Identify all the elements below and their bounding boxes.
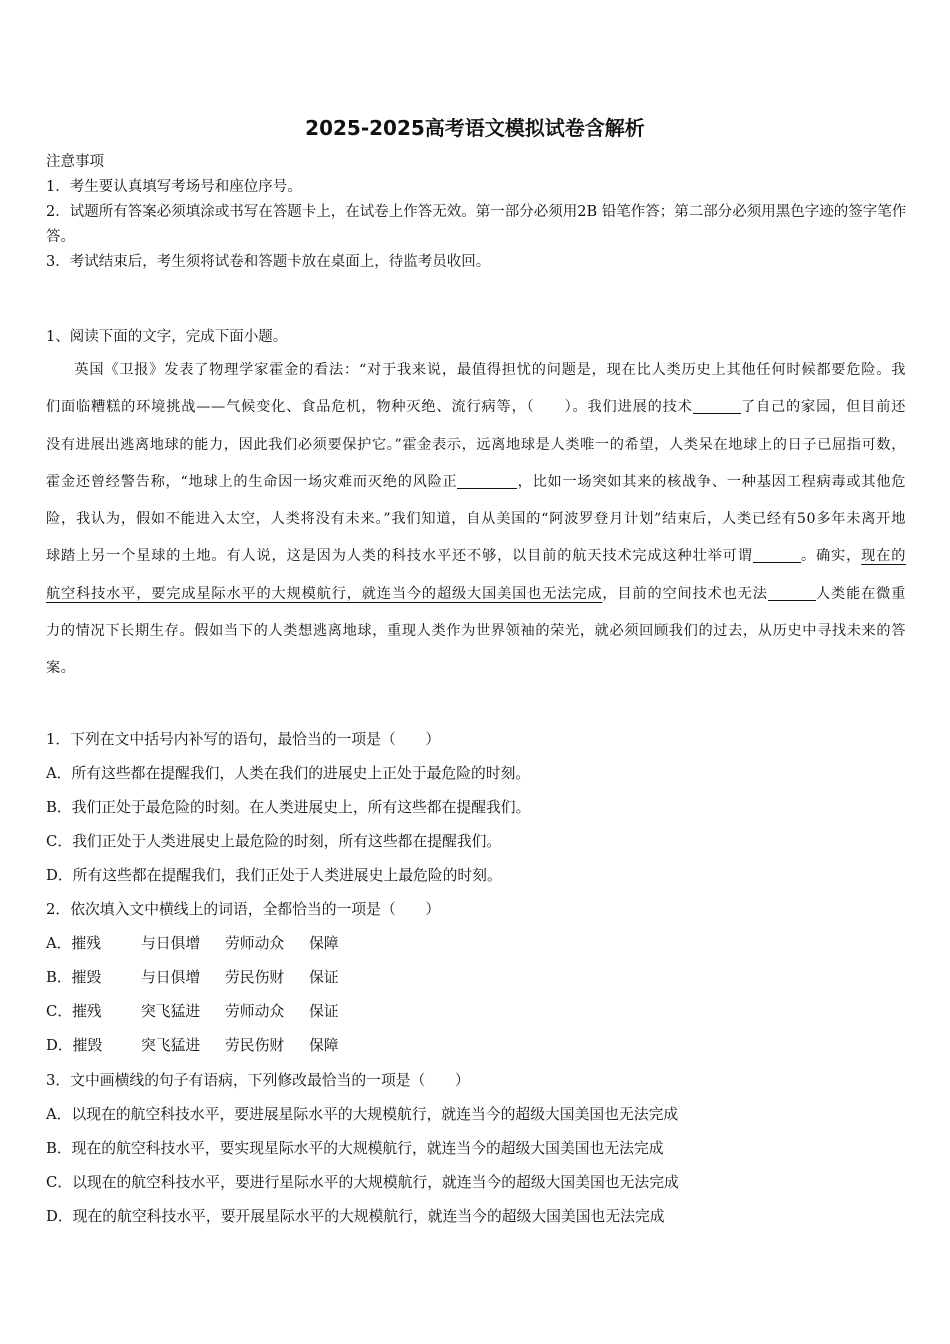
option-word: 保障: [309, 1037, 339, 1054]
question-3-option-b: B．现在的航空科技水平，要实现星际水平的大规模航行，就连当今的超级大国美国也无法完成: [46, 1140, 664, 1157]
question-3-option-d: D．现在的航空科技水平，要开展星际水平的大规模航行，就连当今的超级大国美国也无法完成: [46, 1208, 665, 1225]
option-word: 保证: [309, 1003, 339, 1020]
option-word: 劳师动众: [225, 935, 285, 952]
passage-part-5: ，目前的空间技术也无法: [602, 585, 768, 602]
notice-heading: 注意事项: [46, 154, 104, 170]
option-word: 突飞猛进: [141, 1003, 201, 1020]
option-word: C．摧残: [46, 1003, 102, 1020]
option-word: 与日俱增: [141, 935, 201, 952]
question-2-option-d: [46, 1036, 916, 1056]
passage-part-3: ，比如一场突如其来的核战争、一种基因工程病毒或其他危险，我认为，假如不能进入太空，人类将没有未来。”我们知道，自从美国的“阿波罗登月计划”结束后，人类已经有50多年未离开地球踏上另一个星球的土地。有人说，这是因为人类的科技水平还不够，以目前的航天技术完成这种壮举可谓: [46, 473, 906, 565]
question-2-option-a: [46, 934, 916, 954]
option-word: A．摧残: [46, 935, 102, 952]
question-2-option-b: [46, 968, 916, 988]
question-1-stem: 1．下列在文中括号内补写的语句，最恰当的一项是（ ）: [46, 731, 441, 748]
question-1-option-d: D．所有这些都在提醒我们，我们正处于人类进展史上最危险的时刻。: [46, 867, 502, 884]
blank-4: [768, 586, 816, 601]
blank-2: [457, 474, 517, 489]
option-word: 劳民伤财: [225, 969, 285, 986]
option-word: B．摧毁: [46, 969, 102, 986]
question-1-option-c: C．我们正处于人类进展史上最危险的时刻，所有这些都在提醒我们。: [46, 833, 502, 850]
option-word: D．摧毁: [46, 1037, 103, 1054]
question-2-option-c: [46, 1002, 916, 1022]
passage-part-6: 人类能在微重力的情况下长期生存。假如当下的人类想逃离地球，重现人类作为世界领袖的荣光，就必须回顾我们的过去，从历史中寻找未来的答案。: [46, 585, 906, 677]
passage-part-1: 英国《卫报》发表了物理学家霍金的看法：“对于我来说，最值得担忧的问题是，现在比人类历史上其他任何时候都要危险。我们面临糟糕的环境挑战——气候变化、食品危机，物种灭绝、流行病等，（ ）。我们进展的技术: [46, 362, 906, 416]
notice-item-3: 3．考试结束后，考生须将试卷和答题卡放在桌面上，待监考员收回。: [46, 254, 491, 270]
question-3-option-c: C．以现在的航空科技水平，要进行星际水平的大规模航行，就连当今的超级大国美国也无法完成: [46, 1174, 679, 1191]
blank-1: [693, 399, 741, 414]
question-3-stem: 3．文中画横线的句子有语病，下列修改最恰当的一项是（ ）: [46, 1072, 470, 1089]
option-word: 保证: [309, 969, 339, 986]
question-3-option-a: A．以现在的航空科技水平，要进展星际水平的大规模航行，就连当今的超级大国美国也无法完成: [46, 1106, 679, 1123]
reading-passage: [46, 352, 906, 688]
blank-3: [753, 548, 801, 563]
section-intro: 1、阅读下面的文字，完成下面小题。: [46, 329, 288, 345]
passage-part-4: 。确实，: [800, 548, 862, 565]
notice-item-2: 2．试题所有答案必须填涂或书写在答题卡上，在试卷上作答无效。第一部分必须用2B 铅笔作答；第二部分必须用黑色字迹的签字笔作答。: [46, 204, 907, 245]
question-1-option-a: A．所有这些都在提醒我们，人类在我们的进展史上正处于最危险的时刻。: [46, 765, 531, 782]
page-title: 2025-2025高考语文模拟试卷含解析: [305, 116, 645, 140]
question-2-stem: 2．依次填入文中横线上的词语，全都恰当的一项是（ ）: [46, 901, 441, 918]
option-word: 保障: [309, 935, 339, 952]
option-word: 劳师动众: [225, 1003, 285, 1020]
notice-item-1: 1．考生要认真填写考场号和座位序号。: [46, 179, 302, 195]
underlined-sentence: 现在的航空科技水平，要完成星际水平的大规模航行，就连当今的超级大国美国也无法完成: [46, 548, 907, 602]
option-word: 突飞猛进: [141, 1037, 201, 1054]
option-word: 劳民伤财: [225, 1037, 285, 1054]
passage-part-2: 了自己的家园，但目前还没有进展出逃离地球的能力，因此我们必须要保护它。”霍金表示，远离地球是人类唯一的希望，人类呆在地球上的日子已屈指可数，霍金还曾经警告称，“地球上的生命因一场灾难而灭绝的风险正: [46, 399, 907, 490]
option-word: 与日俱增: [141, 969, 201, 986]
question-1-option-b: B．我们正处于最危险的时刻。在人类进展史上，所有这些都在提醒我们。: [46, 799, 531, 816]
